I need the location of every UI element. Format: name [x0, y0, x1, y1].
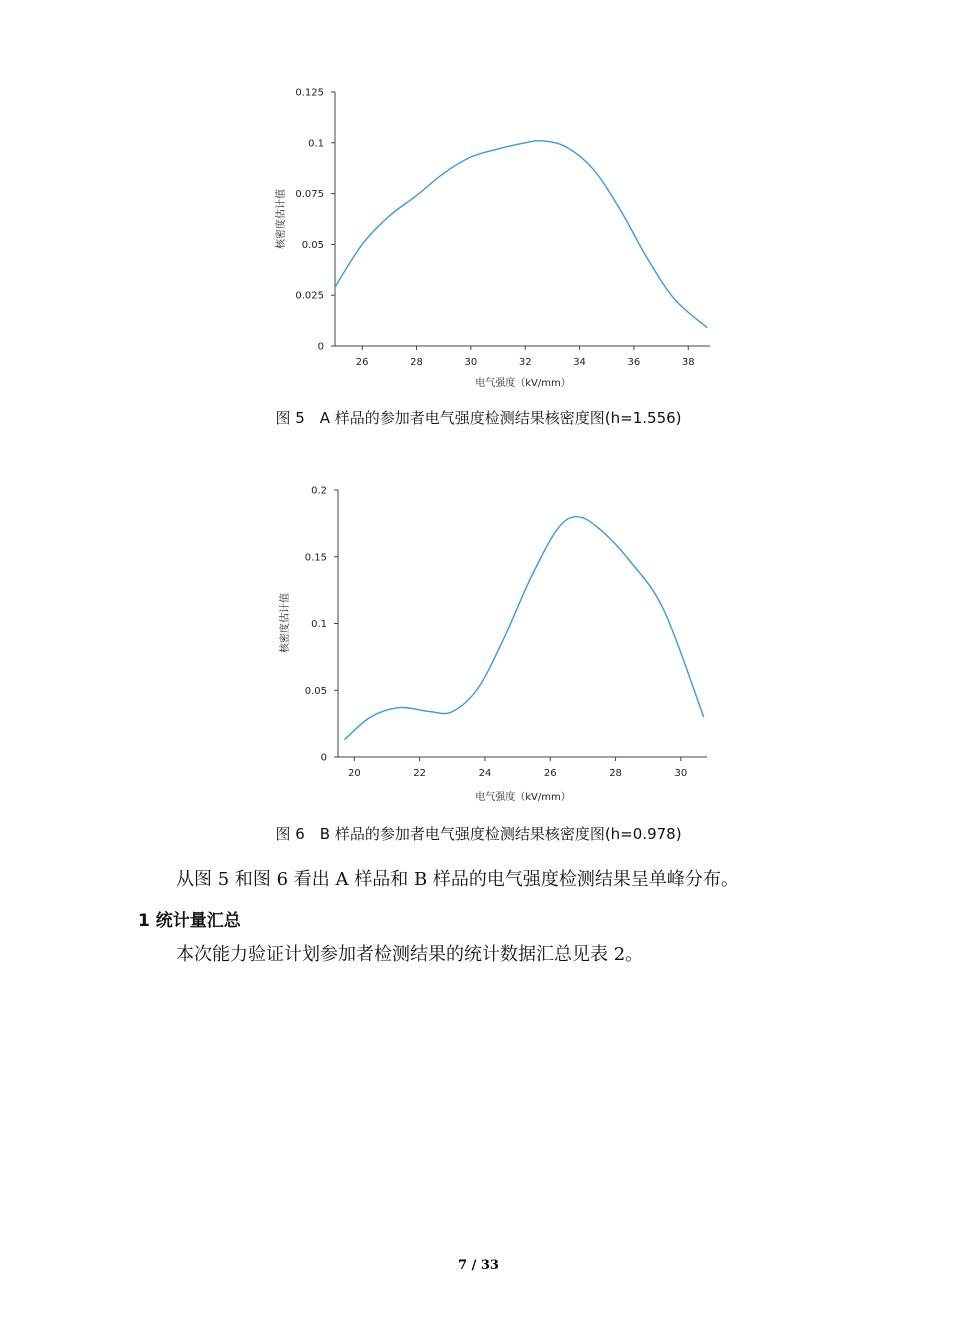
figure5-chart: [274, 88, 710, 390]
figure5-x-tick-label: 36: [627, 357, 641, 368]
page-number: 7 / 33: [458, 1258, 499, 1273]
figure5-y-tick-label: 0.075: [295, 189, 324, 201]
figure6-y-axis-label: 核密度估计值: [280, 593, 291, 653]
figure6-x-tick-label: 22: [413, 768, 427, 779]
figure6-chart: [278, 486, 707, 804]
figure5-caption: 图 5 A 样品的参加者电气强度检测结果核密度图(h=1.556): [275, 409, 682, 427]
figure6-x-tick-label: 26: [543, 768, 557, 779]
paragraph-summary: 本次能力验证计划参加者检测结果的统计数据汇总见表 2。: [176, 944, 644, 965]
paragraph-distribution: 从图 5 和图 6 看出 A 样品和 B 样品的电气强度检测结果呈单峰分布。: [176, 869, 739, 890]
figure6-y-tick-label: 0.1: [311, 619, 327, 630]
figure6-y-tick-label: 0.05: [304, 685, 327, 697]
figure6-x-tick-label: 28: [609, 768, 622, 779]
section-heading: 1 统计量汇总: [138, 911, 241, 931]
figure5-y-axis-label: 核密度估计值: [276, 189, 287, 249]
figure5-x-tick-label: 34: [573, 357, 586, 368]
figure6-y-tick-label: 0: [320, 752, 327, 764]
figure5-x-tick-label: 32: [518, 357, 532, 368]
figure6-caption: 图 6 B 样品的参加者电气强度检测结果核密度图(h=0.978): [275, 825, 682, 843]
figure6-density-line: [345, 517, 704, 740]
figure5-density-line: [335, 141, 707, 328]
figure6-x-axis-label: 电气强度（kV/mm）: [475, 792, 571, 803]
figure5-x-tick-label: 30: [464, 357, 478, 368]
figure6-x-tick-label: 24: [478, 768, 492, 779]
figure6-x-tick-label: 20: [347, 768, 361, 779]
figure5-y-tick-label: 0.1: [308, 138, 324, 150]
figure5-x-axis-label: 电气强度（kV/mm）: [475, 378, 571, 389]
figure5-x-tick-label: 26: [355, 357, 369, 368]
figure6-x-tick-label: 30: [674, 768, 688, 779]
figure6-y-tick-label: 0.15: [304, 552, 327, 564]
figure5-y-tick-label: 0.125: [295, 87, 324, 99]
figure5-y-tick-label: 0.05: [301, 239, 324, 251]
figure5-x-tick-label: 38: [681, 357, 695, 368]
figure5-y-tick-label: 0: [317, 341, 324, 353]
figure5-y-tick-label: 0.025: [295, 290, 324, 302]
figure5-x-tick-label: 28: [410, 357, 423, 368]
figure6-y-tick-label: 0.2: [311, 485, 327, 497]
